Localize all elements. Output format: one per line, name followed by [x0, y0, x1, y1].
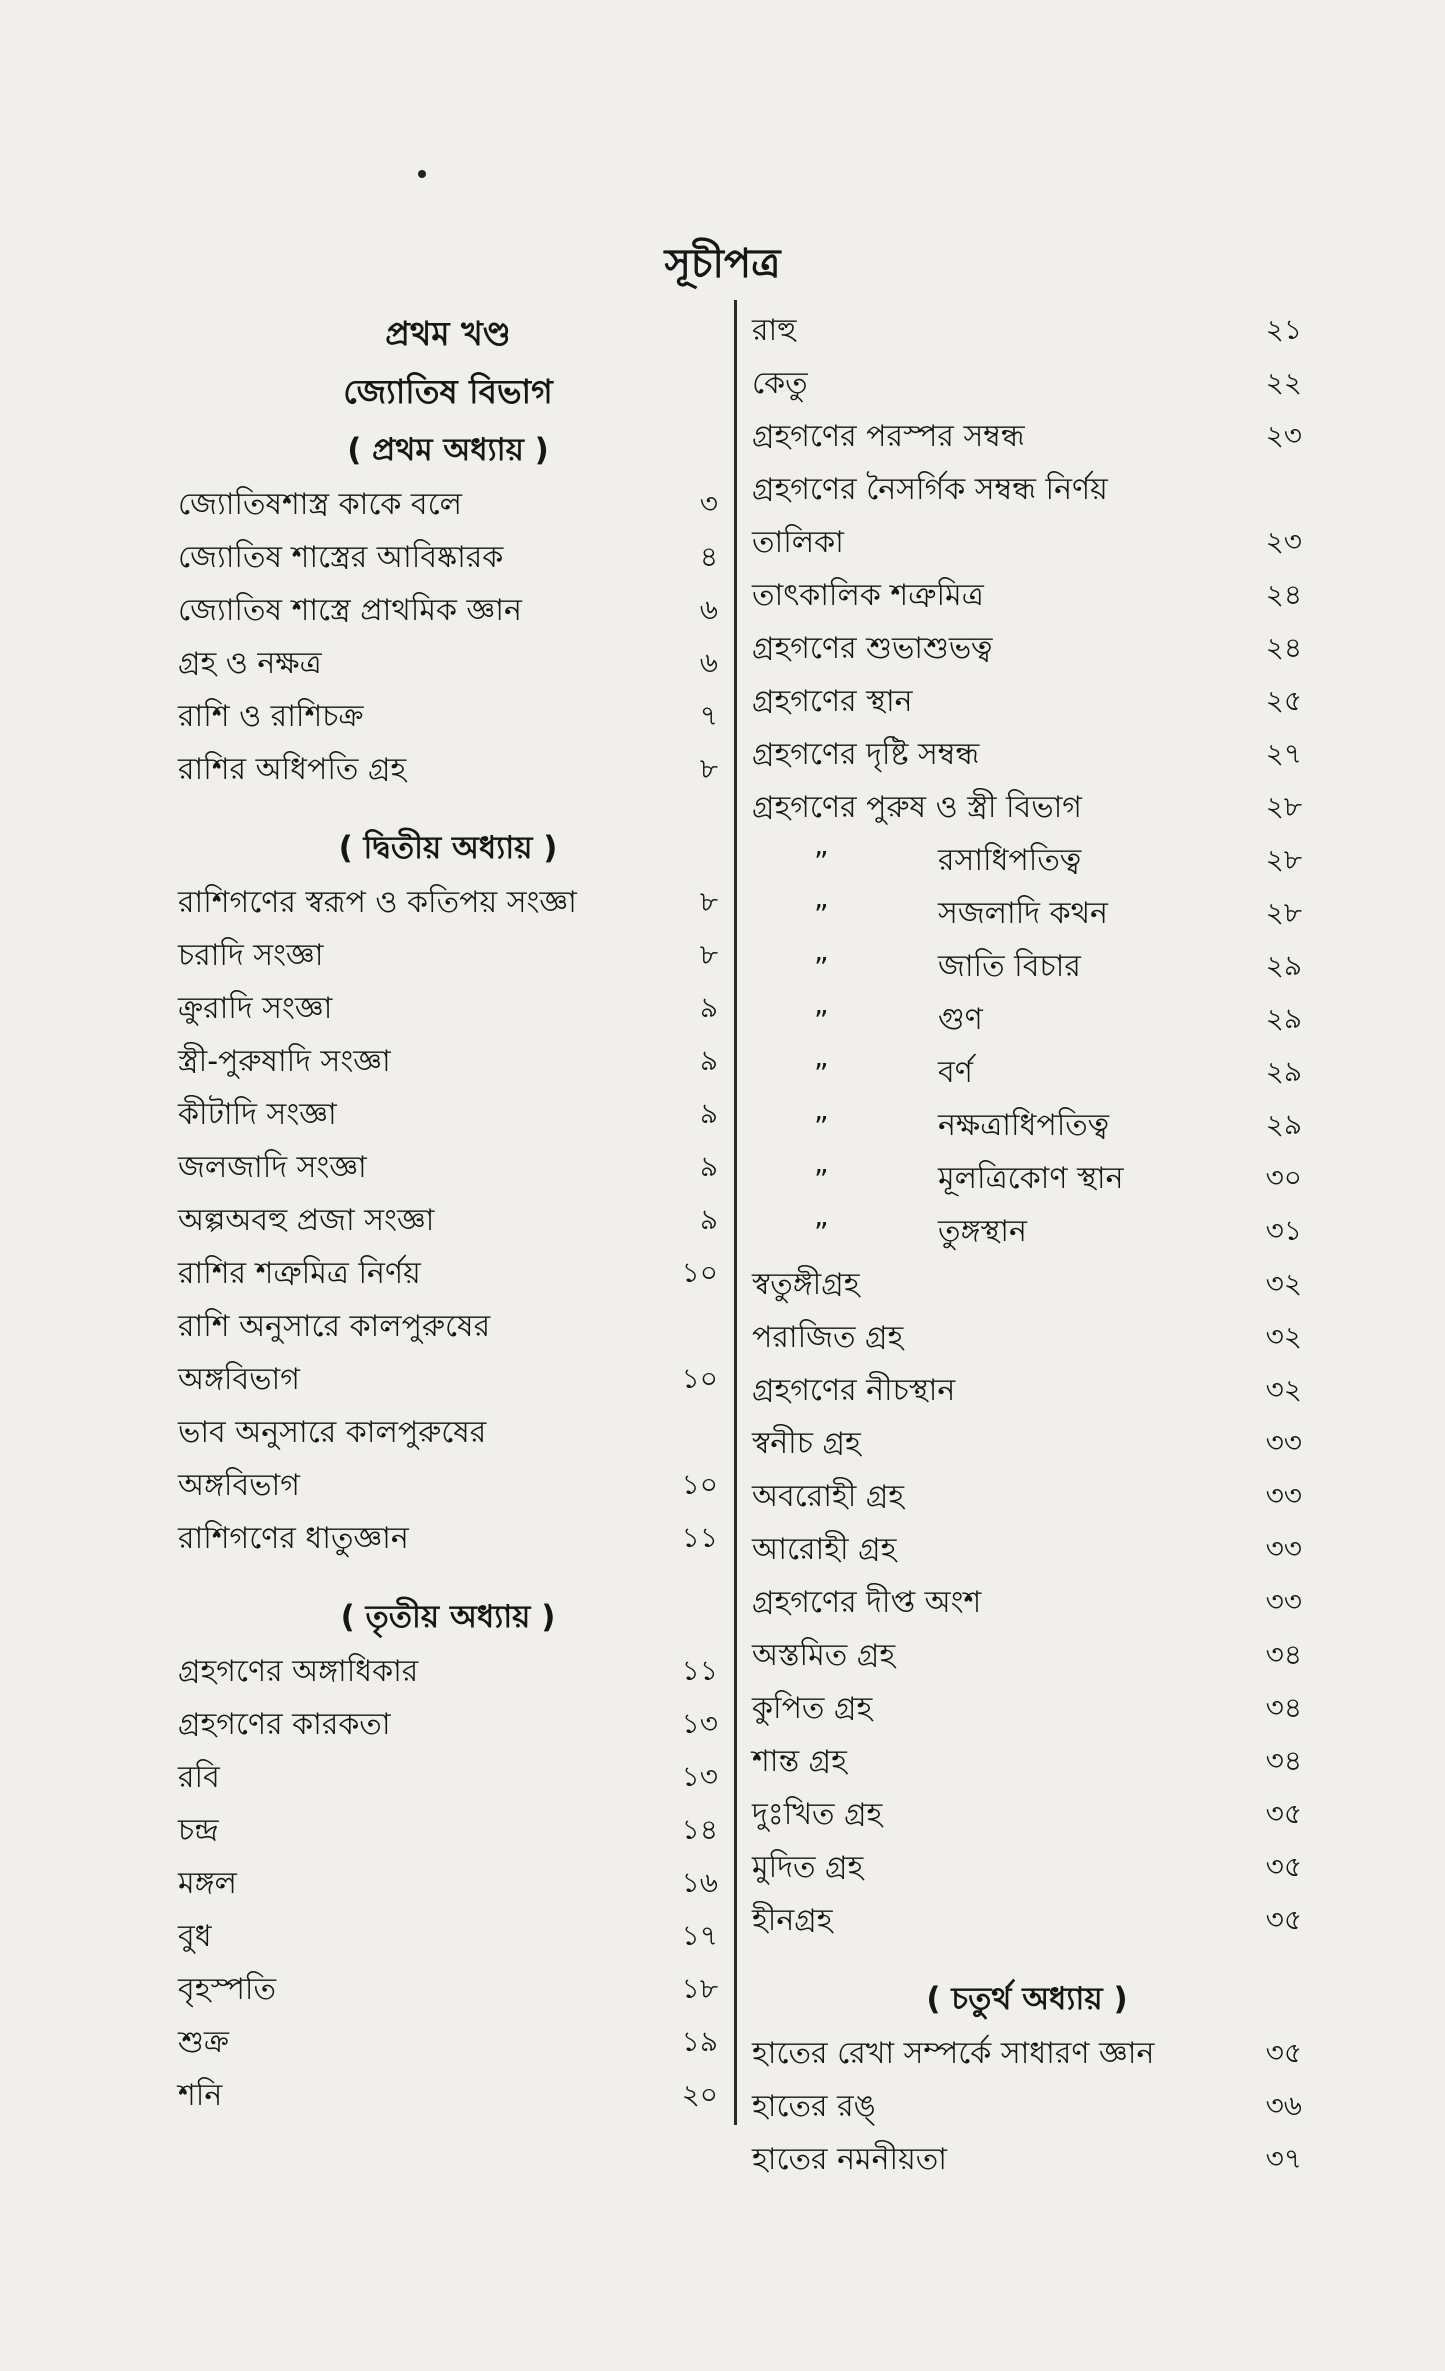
part-heading: প্রথম খণ্ড — [385, 314, 511, 353]
toc-entry-page: ৮ — [699, 752, 718, 785]
toc-entry — [752, 1524, 1302, 1577]
toc-entry — [178, 2070, 718, 2123]
chapter3-heading: ( তৃতীয় অধ্যায় ) — [340, 1599, 556, 1635]
toc-entry — [752, 1047, 1302, 1100]
toc-entry-page: ২২ — [1265, 366, 1302, 399]
toc-entry-label: স্বতুঙ্গীগ্রহ — [752, 1267, 860, 1302]
toc-entry-page: ২৩ — [1265, 419, 1302, 452]
toc-entry — [752, 517, 1302, 570]
toc-entry-page: ৮ — [699, 885, 718, 918]
toc-entry — [752, 358, 1302, 411]
toc-entry — [752, 570, 1302, 623]
toc-entry — [178, 1699, 718, 1752]
toc-entry-page: ৩৫ — [1265, 1850, 1302, 1883]
toc-entry-label: বৃহস্পতি — [178, 1972, 276, 2007]
toc-entry-label: অঙ্গবিভাগ — [178, 1362, 300, 1397]
toc-entry-page: ৩৩ — [1265, 1426, 1302, 1459]
toc-entry-label: অল্পঅবহু প্রজা সংজ্ঞা — [178, 1203, 435, 1238]
toc-entry-label: গ্রহগণের কারকতা — [178, 1707, 391, 1742]
toc-entry — [752, 1365, 1302, 1418]
toc-entry-label: কেতু — [752, 366, 808, 401]
ditto-mark: ” — [814, 898, 829, 931]
chapter4-list — [752, 2028, 1302, 2187]
toc-entry-label: বুধ — [178, 1919, 212, 1954]
toc-entry-label: অস্তমিত গ্রহ — [752, 1638, 896, 1673]
toc-entry-page: ৪ — [699, 540, 718, 573]
toc-entry-label: হীনগ্রহ — [752, 1903, 833, 1938]
toc-entry-label: গুণ — [938, 1002, 983, 1037]
ink-dot — [418, 170, 426, 178]
toc-entry — [752, 623, 1302, 676]
toc-entry-page: ৩৪ — [1265, 1744, 1302, 1777]
toc-entry-page: ৩৬ — [1265, 2089, 1302, 2122]
toc-entry-label: হাতের নমনীয়তা — [752, 2142, 947, 2177]
toc-entry — [178, 638, 718, 691]
toc-entry — [178, 983, 718, 1036]
toc-entry — [178, 1858, 718, 1911]
toc-entry-label: কীটাদি সংজ্ঞা — [178, 1097, 337, 1132]
toc-entry — [752, 1206, 1302, 1259]
chapter1-heading: ( প্রথম অধ্যায় ) — [347, 432, 549, 468]
ditto-mark: ” — [814, 1163, 829, 1196]
toc-entry-page: ২৮ — [1265, 790, 1302, 823]
toc-entry-label: মুদিত গ্রহ — [752, 1850, 864, 1885]
toc-entry-label: স্বনীচ গ্রহ — [752, 1426, 861, 1461]
toc-entry — [752, 1312, 1302, 1365]
toc-entry-label: তুঙ্গস্থান — [938, 1214, 1027, 1249]
toc-entry — [752, 994, 1302, 1047]
toc-entry-label: রাশিগণের স্বরূপ ও কতিপয় সংজ্ঞা — [178, 885, 577, 920]
toc-entry-page: ১৩ — [681, 1707, 718, 1740]
ditto-mark: ” — [814, 1057, 829, 1090]
toc-entry — [752, 1630, 1302, 1683]
toc-entry-label: গ্রহগণের স্থান — [752, 684, 913, 719]
toc-entry — [752, 305, 1302, 358]
toc-entry-label: অবরোহী গ্রহ — [752, 1479, 905, 1514]
toc-entry — [178, 930, 718, 983]
toc-entry-label: ক্রুরাদি সংজ্ঞা — [178, 991, 333, 1026]
toc-entry-label: আরোহী গ্রহ — [752, 1532, 897, 1567]
toc-entry-page: ১০ — [681, 1362, 718, 1395]
toc-entry-page: ১৬ — [681, 1866, 718, 1899]
toc-entry-page: ৩৪ — [1265, 1638, 1302, 1671]
toc-entry-page: ৭ — [699, 699, 718, 732]
toc-entry-page: ১১ — [681, 1654, 718, 1687]
toc-entry-label: শান্ত গ্রহ — [752, 1744, 847, 1779]
toc-entry-page: ৩০ — [1265, 1161, 1302, 1194]
toc-entry-page: ৩৭ — [1265, 2142, 1302, 2175]
toc-entry-label: মঙ্গল — [178, 1866, 237, 1901]
toc-entry-label: পরাজিত গ্রহ — [752, 1320, 904, 1355]
toc-entry-page: ২৪ — [1265, 631, 1302, 664]
toc-entry — [178, 1646, 718, 1699]
toc-entry-label: গ্রহগণের অঙ্গাধিকার — [178, 1654, 419, 1689]
toc-entry — [178, 1248, 718, 1301]
toc-entry-label: গ্রহ ও নক্ষত্র — [178, 646, 322, 681]
column-divider — [734, 300, 737, 2125]
toc-entry-page: ৩২ — [1265, 1373, 1302, 1406]
toc-entry-page: ২৯ — [1265, 1055, 1302, 1088]
toc-entry-page: ৯ — [699, 1203, 718, 1236]
toc-entry-label: তালিকা — [752, 525, 844, 560]
toc-entry — [178, 479, 718, 532]
toc-entry-label: দুঃখিত গ্রহ — [752, 1797, 883, 1832]
toc-entry — [752, 1736, 1302, 1789]
toc-entry-page: ১০ — [681, 1256, 718, 1289]
toc-entry-page: ২০ — [681, 2078, 718, 2111]
toc-entry-label: ভাব অনুসারে কালপুরুষের — [178, 1415, 487, 1450]
toc-entry-page: ২৮ — [1265, 896, 1302, 929]
toc-entry-page: ১৪ — [681, 1813, 718, 1846]
toc-entry — [752, 1259, 1302, 1312]
toc-entry-label: গ্রহগণের পুরুষ ও স্ত্রী বিভাগ — [752, 790, 1082, 825]
toc-entry-page: ২৭ — [1265, 737, 1302, 770]
toc-entry-label: রবি — [178, 1760, 220, 1795]
toc-entry-page: ৩৫ — [1265, 2036, 1302, 2069]
toc-entry — [178, 1407, 718, 1460]
toc-entry-label: রাশিগণের ধাতুজ্ঞান — [178, 1521, 409, 1556]
page-title: সূচীপত্র — [664, 241, 781, 287]
toc-entry-page: ১০ — [681, 1468, 718, 1501]
toc-entry — [752, 2028, 1302, 2081]
toc-entry-label: গ্রহগণের নৈসর্গিক সম্বন্ধ নির্ণয় — [752, 472, 1108, 507]
ditto-mark: ” — [814, 1004, 829, 1037]
toc-entry — [752, 835, 1302, 888]
toc-entry-label: শুক্র — [178, 2025, 229, 2060]
toc-entry — [752, 411, 1302, 464]
toc-entry-label: চরাদি সংজ্ঞা — [178, 938, 324, 973]
toc-entry-label: সজলাদি কথন — [938, 896, 1108, 931]
toc-entry-page: ৮ — [699, 938, 718, 971]
right-list-b — [752, 1259, 1302, 1948]
toc-entry-label: রাশি অনুসারে কালপুরুষের — [178, 1309, 491, 1344]
toc-entry-page: ৬ — [699, 593, 718, 626]
toc-entry — [752, 888, 1302, 941]
section-heading: জ্যোতিষ বিভাগ — [343, 372, 553, 411]
toc-entry-page: ৩৩ — [1265, 1585, 1302, 1618]
toc-entry — [752, 1418, 1302, 1471]
toc-entry — [752, 2081, 1302, 2134]
toc-entry — [178, 1911, 718, 1964]
toc-entry-label: গ্রহগণের দীপ্ত অংশ — [752, 1585, 982, 1620]
toc-entry — [752, 676, 1302, 729]
toc-entry-page: ৩৩ — [1265, 1532, 1302, 1565]
toc-entry — [752, 941, 1302, 994]
toc-entry-page: ২৪ — [1265, 578, 1302, 611]
toc-entry — [178, 1513, 718, 1566]
chapter2-list — [178, 877, 718, 1301]
toc-entry-label: তাৎকালিক শত্রুমিত্র — [752, 578, 984, 613]
ditto-mark: ” — [814, 1216, 829, 1249]
toc-entry-label: মূলত্রিকোণ স্থান — [938, 1161, 1124, 1196]
toc-entry — [752, 1577, 1302, 1630]
toc-entry-page: ২৯ — [1265, 949, 1302, 982]
toc-entry-page: ৩৪ — [1265, 1691, 1302, 1724]
right-column — [752, 305, 1302, 2187]
toc-entry-page: ২৩ — [1265, 525, 1302, 558]
chapter1-list — [178, 479, 718, 797]
toc-entry — [178, 691, 718, 744]
toc-entry-label: রাশির অধিপতি গ্রহ — [178, 752, 407, 787]
ditto-mark: ” — [814, 1110, 829, 1143]
toc-entry-label: শনি — [178, 2078, 223, 2113]
toc-entry-label: জ্যোতিষ শাস্ত্রে প্রাথমিক জ্ঞান — [178, 593, 522, 628]
toc-entry-page: ১৯ — [681, 2025, 718, 2058]
toc-entry-page: ৯ — [699, 1097, 718, 1130]
toc-entry — [178, 2017, 718, 2070]
toc-entry — [752, 2134, 1302, 2187]
toc-entry-page: ১৮ — [681, 1972, 718, 2005]
toc-entry — [752, 782, 1302, 835]
toc-entry — [178, 1089, 718, 1142]
toc-entry-page: ৩৫ — [1265, 1797, 1302, 1830]
toc-entry — [752, 1789, 1302, 1842]
ditto-mark: ” — [814, 845, 829, 878]
toc-entry — [752, 1100, 1302, 1153]
toc-entry-page: ৯ — [699, 1150, 718, 1183]
toc-entry — [178, 1964, 718, 2017]
toc-entry — [178, 1142, 718, 1195]
toc-entry — [178, 1354, 718, 1407]
toc-entry-page: ৩২ — [1265, 1320, 1302, 1353]
toc-entry-label: বর্ণ — [938, 1055, 973, 1090]
toc-entry-page: ৩১ — [1265, 1214, 1302, 1247]
toc-entry — [752, 464, 1302, 517]
toc-entry-label: জ্যোতিষশাস্ত্র কাকে বলে — [178, 487, 463, 522]
toc-entry-label: হাতের রেখা সম্পর্কে সাধারণ জ্ঞান — [752, 2036, 1155, 2071]
toc-entry-page: ১১ — [681, 1521, 718, 1554]
toc-entry-label: গ্রহগণের দৃষ্টি সম্বন্ধ — [752, 737, 980, 772]
toc-entry-label: রাশি ও রাশিচক্র — [178, 699, 364, 734]
toc-entry — [178, 744, 718, 797]
toc-entry — [178, 1752, 718, 1805]
toc-entry — [178, 877, 718, 930]
left-column — [178, 305, 718, 2123]
toc-entry-page: ৬ — [699, 646, 718, 679]
toc-entry-label: হাতের রঙ্ — [752, 2089, 876, 2124]
toc-entry — [178, 585, 718, 638]
toc-entry-label: জাতি বিচার — [938, 949, 1081, 984]
toc-entry — [178, 1805, 718, 1858]
toc-entry — [752, 1153, 1302, 1206]
toc-entry-label: রাহু — [752, 313, 797, 348]
toc-entry-page: ১৭ — [681, 1919, 718, 1952]
toc-entry — [178, 1036, 718, 1089]
toc-entry-page: ২১ — [1265, 313, 1302, 346]
toc-entry — [178, 1460, 718, 1513]
toc-entry — [178, 1195, 718, 1248]
toc-entry — [752, 729, 1302, 782]
toc-entry-page: ২৯ — [1265, 1002, 1302, 1035]
chapter4-heading: ( চতুর্থ অধ্যায় ) — [926, 1981, 1128, 2017]
toc-entry-label: জলজাদি সংজ্ঞা — [178, 1150, 367, 1185]
toc-entry — [752, 1842, 1302, 1895]
toc-entry-label: কুপিত গ্রহ — [752, 1691, 873, 1726]
toc-entry-page: ৯ — [699, 991, 718, 1024]
toc-entry-page: ৩২ — [1265, 1267, 1302, 1300]
toc-entry-label: চন্দ্র — [178, 1813, 219, 1848]
toc-entry-page: ৩৩ — [1265, 1479, 1302, 1512]
toc-entry — [178, 532, 718, 585]
toc-entry-label: অঙ্গবিভাগ — [178, 1468, 300, 1503]
toc-entry-label: জ্যোতিষ শাস্ত্রের আবিষ্কারক — [178, 540, 504, 575]
toc-entry — [752, 1471, 1302, 1524]
toc-entry — [752, 1895, 1302, 1948]
toc-entry-label: নক্ষত্রাধিপতিত্ব — [938, 1108, 1110, 1143]
chapter3-list — [178, 1646, 718, 2123]
toc-entry-page: ২৯ — [1265, 1108, 1302, 1141]
toc-entry — [178, 1301, 718, 1354]
toc-entry-page: ১৩ — [681, 1760, 718, 1793]
toc-entry-label: স্ত্রী-পুরুষাদি সংজ্ঞা — [178, 1044, 391, 1079]
chapter2-heading: ( দ্বিতীয় অধ্যায় ) — [338, 830, 558, 866]
ditto-list — [752, 835, 1302, 1259]
toc-entry-label: রসাধিপতিত্ব — [938, 843, 1082, 878]
toc-entry-label: গ্রহগণের নীচস্থান — [752, 1373, 956, 1408]
toc-entry-label: গ্রহগণের পরস্পর সম্বন্ধ — [752, 419, 1025, 454]
toc-entry-page: ২৫ — [1265, 684, 1302, 717]
toc-entry-label: রাশির শত্রুমিত্র নির্ণয় — [178, 1256, 421, 1291]
toc-entry-page: ২৮ — [1265, 843, 1302, 876]
toc-entry — [752, 1683, 1302, 1736]
toc-entry-page: ৯ — [699, 1044, 718, 1077]
ditto-mark: ” — [814, 951, 829, 984]
right-list-a — [752, 305, 1302, 835]
toc-entry-page: ৩ — [699, 487, 718, 520]
toc-entry-page: ৩৫ — [1265, 1903, 1302, 1936]
toc-entry-label: গ্রহগণের শুভাশুভত্ব — [752, 631, 993, 666]
